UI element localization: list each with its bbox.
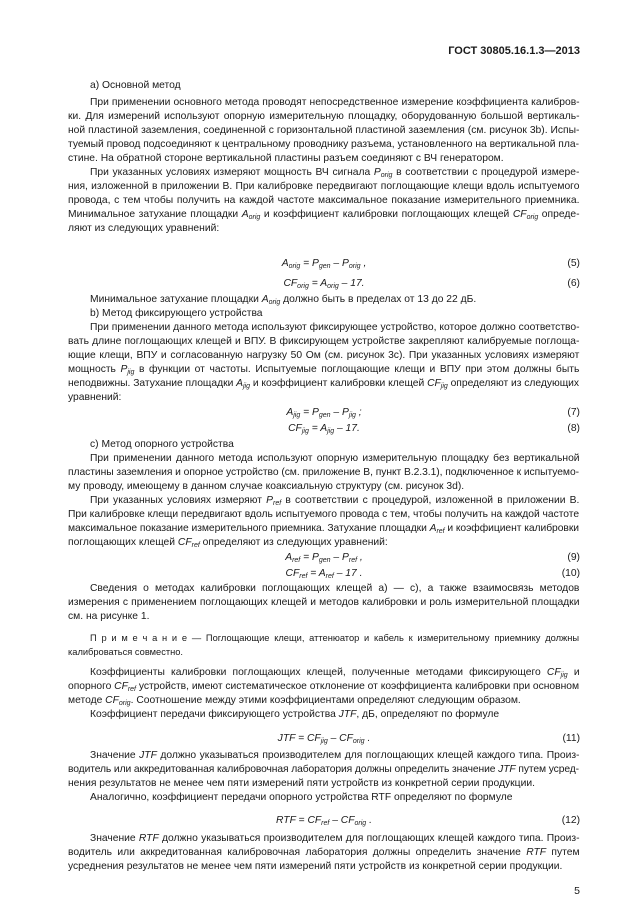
paragraph [68, 708, 580, 722]
formula: RTF = $CF_{ref} - CF_{orig}$ . [276, 815, 372, 827]
text-line: ния, изложенной в приложении В. При калибровке передвигают поглощающие клещи вдоль испытуемого [68, 181, 580, 192]
paragraph [68, 166, 580, 236]
text-line: нения результатов не менее чем пяти измерений пяти устройств из конкретной серии продукции. [68, 778, 535, 789]
text-line: При применении данного метода используют опорную измерительную площадку без вертикальной [90, 453, 580, 464]
math-variable: $P_{jig}$ [120, 364, 135, 376]
math-variable: $CF_{orig}$ [340, 815, 367, 827]
text-line: ляют из следующих уравнений: [68, 223, 220, 234]
math-variable: $A_{ref}$ [285, 552, 301, 564]
formula: $A_{jig} = P_{gen} - P_{jig}$ ; [286, 407, 362, 419]
text-line: поглощающих клещей $CF_{ref}$ определяют из следующих уравнений: [68, 537, 388, 549]
math-variable: RTF [138, 833, 159, 844]
math-variable: $CF_{jig}$ [546, 667, 568, 679]
paragraph [68, 321, 580, 405]
text-line: методе $CF_{orig}$. Соотношение между этими коэффициентами определяют следующим образом. [68, 695, 521, 707]
text-line: см. на рисунке 1. [68, 611, 150, 622]
text-line: При применении данного метода используют фиксирующее устройство, которое должно соответство- [90, 322, 580, 333]
paragraph [68, 832, 580, 874]
text-line: Аналогично, коэффициент передачи опорного устройства RTF определяют по формуле [90, 792, 513, 803]
equation-6 [68, 276, 580, 292]
math-variable: JTF [139, 750, 157, 761]
math-variable: $CF_{orig}$ [283, 278, 309, 290]
text-line: водитель или аккредитованная калибровочная лаборатория должны определить значение JTF путем усред- [68, 764, 579, 775]
text-line: максимальное показание измерительного приемника. Затухание площадки $A_{ref}$ и коэффициент калибровки [68, 523, 579, 535]
formula: $CF_{jig} = A_{jig} - 17$. [288, 423, 360, 435]
section-title-b [68, 307, 580, 321]
section-title-c [68, 438, 580, 452]
paragraph [68, 96, 580, 166]
text-line: калиброваться совместно. [68, 647, 184, 657]
text-line: При калибровке клещи передвигают вдоль испытуемого провода с тем, чтобы получить на каждой частоте [68, 509, 580, 520]
math-variable: $P_{gen}$ [312, 258, 331, 270]
text-line: Коэффициент передачи фиксирующего устройства JTF, дБ, определяют по формуле [90, 709, 500, 720]
math-variable: $CF_{orig}$ [339, 733, 365, 745]
text-line: ной пластиной заземления, соединенной с горизонтальной пластиной заземления (см. рисунок 3b). Испы- [68, 125, 580, 136]
equation-number: (8) [567, 423, 580, 434]
text-line: уравнений: [68, 392, 122, 403]
math-variable: $A_{ref}$ [429, 523, 445, 535]
text-line: туемый провод подсоединяют к центральному проводнику разъема, установленного на вертикальной пла- [68, 139, 579, 150]
math-variable: $CF_{ref}$ [177, 537, 200, 549]
text-line: с) Метод опорного устройства [90, 439, 234, 450]
paragraph [68, 791, 580, 805]
equation-10 [68, 566, 580, 582]
math-variable: $CF_{jig}$ [288, 423, 309, 435]
math-variable: $P_{orig}$ [342, 258, 361, 270]
math-variable: $P_{orig}$ [373, 167, 393, 179]
text-line: При применении основного метода проводят непосредственное измерение коэффициента калибров- [90, 97, 580, 108]
document-body [68, 79, 580, 874]
math-variable: $A_{orig}$ [241, 209, 261, 221]
math-variable: $CF_{orig}$ [105, 695, 131, 707]
equation-8 [68, 421, 580, 437]
paragraph [68, 293, 580, 307]
math-variable: $A_{jig}$ [236, 378, 250, 390]
math-variable: $CF_{jig}$ [427, 378, 448, 390]
text-line: му проводу, имеющему в данном случае коаксиальную структуру (см. рисунок 3d). [68, 481, 465, 492]
math-variable: $A_{jig}$ [320, 423, 335, 435]
text-line: Значение JTF должно указываться производителем для поглощающих клещей каждого типа. Произ- [90, 750, 580, 761]
math-variable: $A_{ref}$ [318, 568, 334, 580]
math-variable: RTF [526, 847, 547, 858]
equation-number: (9) [567, 552, 580, 563]
math-variable: $CF_{jig}$ [306, 733, 328, 745]
math-variable: $CF_{ref}$ [114, 681, 136, 693]
formula: JTF = $CF_{jig} - CF_{orig}$ . [277, 733, 371, 745]
math-variable: $CF_{orig}$ [512, 209, 539, 221]
paragraph [68, 452, 580, 494]
math-variable: JTF [338, 709, 357, 720]
equation-number: (7) [567, 407, 580, 418]
formula: $CF_{ref} = A_{ref} - 17$ . [285, 568, 363, 580]
text-line: b) Метод фиксирующего устройства [90, 308, 263, 319]
math-variable: $P_{gen}$ [312, 407, 331, 419]
text-line: Коэффициенты калибровки поглощающих клещей, полученные методами фиксирующего $CF_{jig}$ и [90, 667, 580, 679]
text-line: При указанных условиях измеряют мощность ВЧ сигнала $P_{orig}$ в соответствии с процедурой измере- [90, 167, 580, 179]
equation-number: (11) [562, 733, 580, 744]
text-line: усреднения результатов не менее чем пяти измерений пяти устройств из конкретной серии продукции. [68, 861, 563, 872]
text-line: ки. Для измерений используют опорную измерительную площадку, оборудованную большой вертикаль- [68, 111, 580, 122]
math-variable: RTF [276, 815, 296, 826]
math-variable: JTF [498, 764, 516, 775]
equation-7 [68, 405, 580, 421]
formula: $A_{orig} = P_{gen} - P_{orig}$ , [281, 258, 367, 270]
math-variable: $A_{jig}$ [286, 407, 301, 419]
equation-number: (5) [567, 258, 580, 269]
text-line: провода, с тем чтобы получить на каждой частоте максимальное показание измерительного приемника. [68, 195, 580, 206]
paragraph [68, 494, 580, 550]
equation-9 [68, 550, 580, 566]
document-header: ГОСТ 30805.16.1.3—2013 [448, 45, 580, 57]
text-line: водитель или аккредитованная калибровочная лаборатория должны определить значение RTF путем [68, 847, 580, 858]
math-variable: $P_{ref}$ [266, 495, 282, 507]
text-line: Минимальное затухание площадки $A_{orig}$ и коэффициент калибровки поглощающих клещей $CF_{orig}$ опреде- [68, 209, 580, 221]
text-line: П р и м е ч а н и е — Поглощающие клещи, аттенюатор и кабель к измерительному приемнику должны [90, 633, 580, 643]
math-variable: $P_{gen}$ [312, 552, 331, 564]
math-variable: $CF_{ref}$ [307, 815, 330, 827]
text-line: мощность $P_{jig}$ в функции от частоты. Испытуемые поглощающие клещи и ВПУ при этом должны быть [68, 364, 580, 376]
page-number: 5 [574, 885, 580, 897]
paragraph [68, 666, 580, 708]
paragraph [68, 749, 580, 791]
math-variable: $A_{orig}$ [320, 278, 339, 290]
text-line: стине. На обратной стороне вертикальной пластины разъем соединяют с ВЧ генератором. [68, 153, 504, 164]
note [68, 631, 580, 659]
text-line: Сведения о методах калибровки поглощающих клещей а) — с), а также взаимосвязь методов [90, 583, 580, 594]
text-line: вать длине поглощающих клещей и ВПУ. В фиксирующем устройстве закрепляют калибруемые поглоща- [68, 336, 580, 347]
text-line: опорного $CF_{ref}$ устройств, имеют систематическое отклонение от коэффициента калибровки при основном [68, 681, 580, 693]
paragraph [68, 582, 580, 624]
equation-5 [68, 256, 580, 272]
text-line: а) Основной метод [90, 80, 181, 91]
math-variable: $P_{ref}$ [342, 552, 358, 564]
formula: $A_{ref} = P_{gen} - P_{ref}$ , [285, 552, 363, 564]
equation-11 [68, 731, 580, 747]
text-line: ющие клещи, ВПУ и согласованную нагрузку 50 Ом (см. рисунок 3с). При указанных условиях измеряют [68, 350, 580, 361]
equation-number: (12) [561, 815, 580, 826]
math-variable: $A_{orig}$ [261, 294, 281, 306]
equation-12 [68, 813, 580, 829]
math-variable: $P_{jig}$ [342, 407, 356, 419]
text-line: пластины заземления и опорное устройство (см. приложение В, пункт В.2.3.1), подключенное к испытуемо- [68, 467, 579, 478]
equation-number: (6) [567, 278, 580, 289]
math-variable: $CF_{ref}$ [285, 568, 308, 580]
formula: $CF_{orig} = A_{orig} - 17$. [283, 278, 365, 290]
text-line: Минимальное затухание площадки $A_{orig}$ должно быть в пределах от 13 до 22 дБ. [90, 294, 477, 306]
math-variable: JTF [277, 733, 296, 744]
section-title-a [68, 79, 580, 93]
text-line: измерения с применением поглощающих клещей и методов калибровки и роль измерительной площадки [68, 597, 580, 608]
math-variable: $A_{orig}$ [281, 258, 301, 270]
equation-number: (10) [561, 568, 580, 579]
text-line: неподвижны. Затухание площадки $A_{jig}$ и коэффициент калибровки клещей $CF_{jig}$ определяют из следующих [68, 378, 580, 390]
text-line: Значение RTF должно указываться производителем для поглощающих клещей каждого типа. Произ- [90, 833, 580, 844]
text-line: При указанных условиях измеряют $P_{ref}$ в соответствии с процедурой, изложенной в приложении В. [90, 495, 580, 507]
